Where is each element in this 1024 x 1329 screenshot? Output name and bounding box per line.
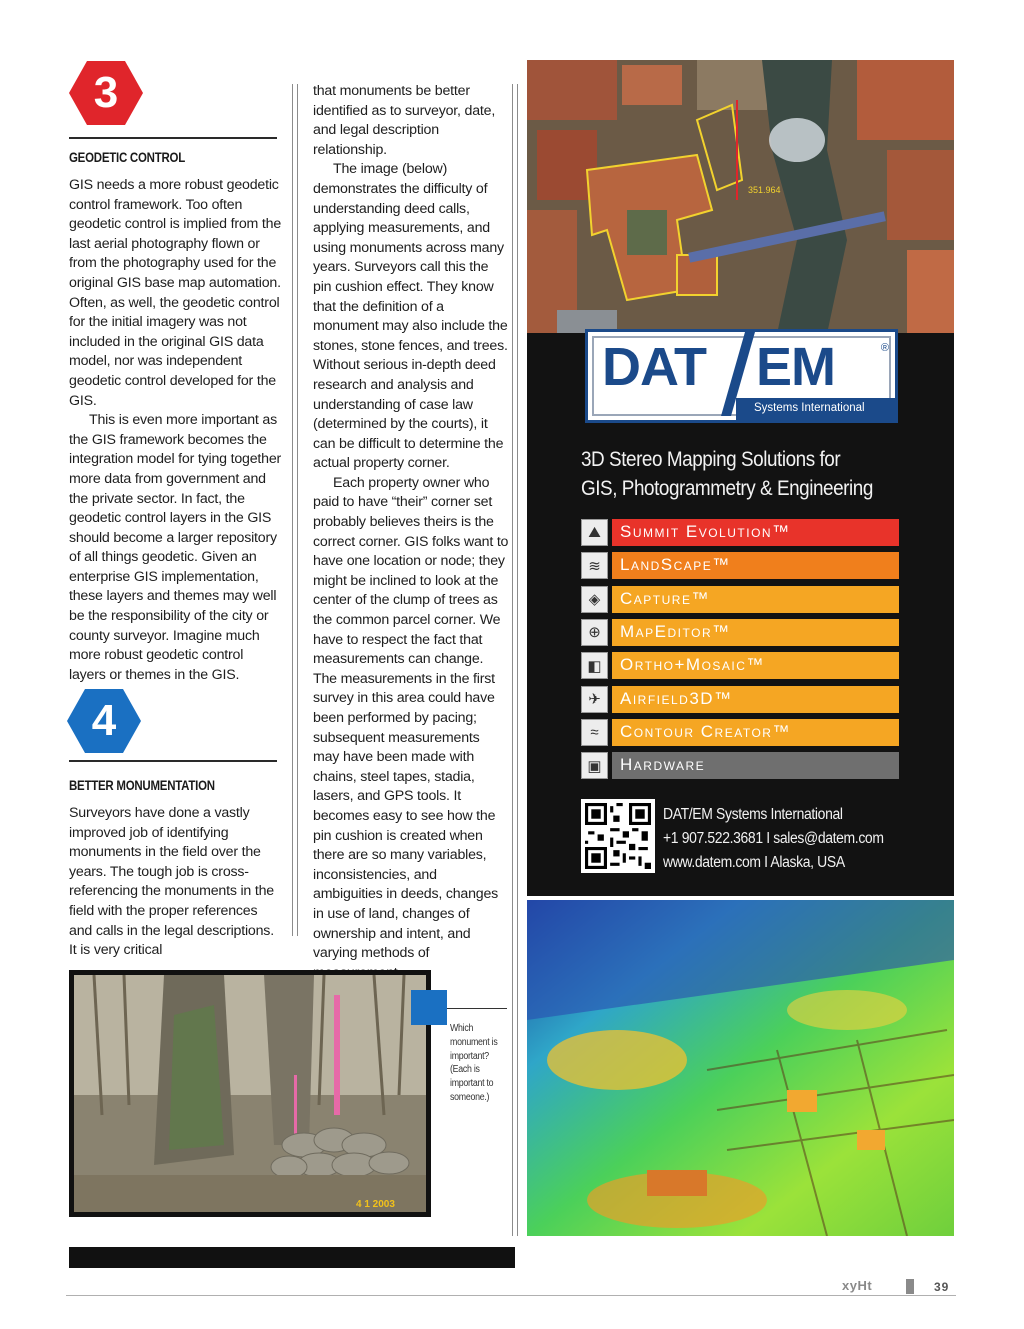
qr-code[interactable] <box>581 799 655 873</box>
aerial-city-image <box>527 60 954 334</box>
footer-separator <box>906 1279 914 1294</box>
product-label: MapEditor™ <box>612 619 899 646</box>
paragraph: Each property owner who paid to have “their” corner set probably believes theirs is the correct corner. GIS folks want to have one location or node; they might be inclined to look at the center of the clump of trees as the common parcel corner. We have to respect the fact that measurements can change. The measurements in the first survey in this area could have been performed by pacing; subsequent measurements may have been made with chains, steel tapes, stadia, lasers, and GPS tools. It becomes easy to see how the pin cushion is created when there are so many variables, inconsistencies, and ambiguities in deeds, changes in use of land, changes of ownership and intent, and varying methods of <box>313 474 509 962</box>
product-label: Summit Evolution™ <box>612 519 899 546</box>
product-label: Contour Creator™ <box>612 719 899 746</box>
terrain-elevation-image <box>527 900 954 1236</box>
layers-icon: ◧ <box>581 652 608 679</box>
website-location[interactable]: www.datem.com I Alaska, USA <box>663 854 845 871</box>
product-item[interactable] <box>581 619 899 646</box>
caption-rule <box>447 1008 507 1009</box>
article-column-1 <box>69 176 283 685</box>
ad-headline: 3D Stereo Mapping Solutions for GIS, Photogrammetry & Engineering <box>581 448 873 500</box>
publication-name: xyHt <box>842 1278 873 1293</box>
product-item[interactable] <box>581 552 899 579</box>
footer-bar <box>69 1247 515 1268</box>
article-column-2 <box>313 82 509 983</box>
datem-logo <box>585 329 898 423</box>
capture-icon: ◈ <box>581 586 608 613</box>
mountain-icon: ⛰ <box>581 519 608 546</box>
monument-photo <box>69 970 431 1217</box>
advertisement <box>527 333 954 896</box>
section-number-badge: 4 <box>67 688 141 754</box>
product-label: Ortho+Mosaic™ <box>612 652 899 679</box>
footer-rule <box>66 1295 956 1296</box>
product-label: Airfield3D™ <box>612 686 899 713</box>
paragraph: This is even more important as the GIS framework becomes the integration model for tying together more data from government and the private sector. In fact, the geodetic control layers in the GIS should become a larger repository of all things geodetic. Given an enterprise GIS implementation, these layers and themes may well be the responsibility of the city or county surveyor. Imagine much more robust geodetic control layers or themes in the GIS. <box>69 412 282 683</box>
column-separator <box>512 84 518 1236</box>
ad-contact-info <box>663 803 884 875</box>
logo-text-left: DAT <box>602 337 706 397</box>
paragraph: Surveyors have done a vastly improved job of identifying monuments in the field over the years. The tough job is cross-referencing the monuments in the field with the proper references and calls in the legal descriptions. It is very critical <box>69 805 274 959</box>
section-heading: GEODETIC CONTROL <box>69 149 185 165</box>
elevation-map-image <box>527 900 954 1236</box>
qr-code-icon <box>585 803 651 869</box>
photo-caption: Which monument is important? (Each is important to someone.) <box>450 1023 498 1103</box>
section-heading: BETTER MONUMENTATION <box>69 777 215 793</box>
product-item[interactable] <box>581 719 899 746</box>
contour-icon: ≈ <box>581 719 608 746</box>
hardware-icon: ▣ <box>581 752 608 779</box>
terrain-icon: ≋ <box>581 552 608 579</box>
photo-date-stamp: 4 1 2003 <box>356 1199 395 1210</box>
logo-subtitle: Systems International <box>736 398 895 420</box>
airplane-icon: ✈ <box>581 686 608 713</box>
product-item[interactable] <box>581 519 899 546</box>
page-number: 39 <box>934 1280 950 1294</box>
logo-text-right: EM <box>756 337 835 397</box>
product-label: Capture™ <box>612 586 899 613</box>
product-item[interactable] <box>581 686 899 713</box>
product-label: LandScape™ <box>612 552 899 579</box>
article-column-1-continued <box>69 804 283 961</box>
section-number-badge: 3 <box>69 60 143 126</box>
crosshair-icon: ⊕ <box>581 619 608 646</box>
paragraph: The image (below) demonstrates the difficulty of understanding deed calls, applying measurements, and using monuments across many years. Surveyors call this the pin cushion effect. They know that the definition of a monument may also include the stones, stone fences, and trees. Without serious in-depth deed research and analysis and understanding of case law (determined by the courts), it can be difficult to determine the actual property corner. <box>313 161 508 472</box>
section-divider <box>69 760 277 762</box>
product-label: Hardware <box>612 752 899 779</box>
company-name: DAT/EM Systems International <box>663 806 843 823</box>
column-separator <box>292 84 298 936</box>
section-divider <box>69 137 277 139</box>
phone-email[interactable]: +1 907.522.3681 I sales@datem.com <box>663 830 884 847</box>
product-item[interactable] <box>581 652 899 679</box>
caption-marker <box>411 990 447 1025</box>
registered-mark: ® <box>880 342 889 354</box>
paragraph: GIS needs a more robust geodetic control framework. Too often geodetic control is implied from the last aerial photography flown or from the photography used for the original GIS base map automation. Often, as well, the geodetic control for the initial imagery was not included in the original GIS data model, nor was independent geodetic control developed for the GIS. <box>69 177 282 409</box>
measurement-label: 351.964 <box>748 185 781 195</box>
product-item[interactable] <box>581 586 899 613</box>
paragraph: that monuments be better identified as to surveyor, date, and legal description relationship. <box>313 83 496 158</box>
aerial-photo <box>527 60 954 334</box>
product-item[interactable] <box>581 752 899 779</box>
forest-monument-image <box>74 975 426 1212</box>
